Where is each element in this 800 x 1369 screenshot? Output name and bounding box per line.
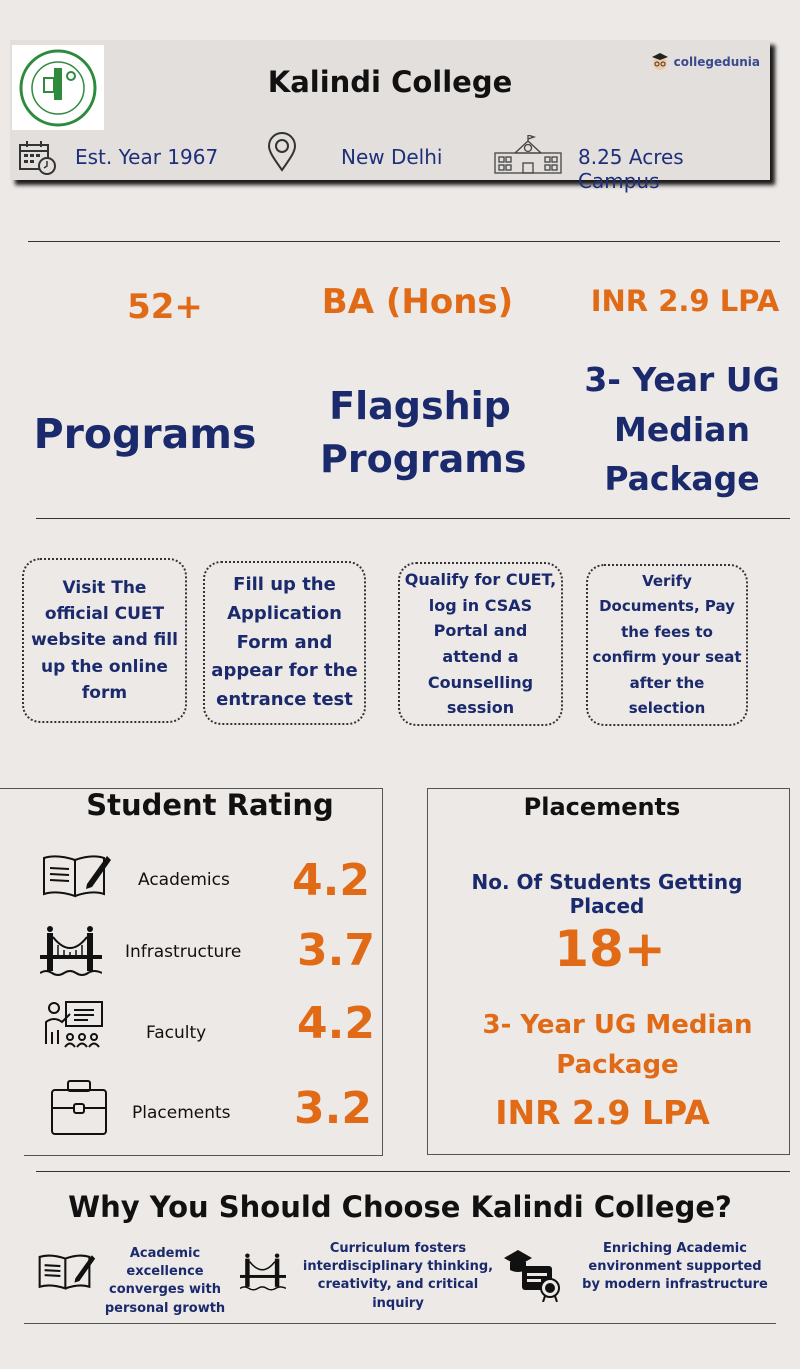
rating-value-faculty: 4.2	[297, 998, 375, 1049]
admission-step-1: Visit The official CUET website and fill up the online form	[22, 558, 187, 723]
divider	[28, 241, 780, 242]
admission-step-4: Verify Documents, Pay the fees to confirm your seat after the selection	[586, 564, 748, 726]
location: New Delhi	[341, 145, 443, 169]
established-year: Est. Year 1967	[75, 145, 219, 169]
rating-label-infrastructure: Infrastructure	[125, 942, 242, 962]
placement-package-value: INR 2.9 LPA	[495, 1093, 710, 1132]
rating-label-academics: Academics	[138, 870, 230, 890]
book-pencil-icon	[38, 1250, 96, 1292]
programs-label: Programs	[33, 410, 257, 458]
brand-logo[interactable]	[650, 52, 760, 72]
campus-size: 8.25 Acres Campus	[578, 145, 684, 193]
student-rating-title: Student Rating	[86, 788, 334, 822]
divider	[24, 1155, 383, 1156]
flagship-label: Flagship Programs	[320, 384, 527, 482]
students-placed-label: No. Of Students Getting Placed	[471, 870, 743, 918]
placements-title: Placements	[523, 793, 681, 821]
bridge-icon	[240, 1252, 286, 1292]
header-card	[10, 40, 770, 193]
flagship-program: BA (Hons)	[321, 282, 514, 322]
brand-name: collegedunia	[673, 55, 760, 69]
programs-count: 52+	[127, 287, 203, 327]
location-pin-icon	[266, 132, 298, 172]
admission-step-3: Qualify for CUET, log in CSAS Portal and attend a Counselling session	[398, 562, 563, 726]
why-point-3: Enriching Academic environment supported by modern infrastructure	[582, 1241, 768, 1293]
rating-value-placements: 3.2	[294, 1083, 372, 1134]
why-point-1: Academic excellence converges with personal growth	[104, 1246, 226, 1316]
bridge-icon	[40, 925, 102, 977]
campus-building-icon	[493, 135, 563, 175]
rating-value-infrastructure: 3.7	[297, 925, 375, 976]
median-package-value: INR 2.9 LPA	[590, 284, 780, 318]
admission-step-2: Fill up the Application Form and appear for the entrance test	[203, 561, 366, 725]
divider	[36, 518, 790, 519]
calendar-icon	[18, 140, 58, 176]
teacher-icon	[42, 1000, 104, 1050]
why-choose-title: Why You Should Choose Kalindi College?	[68, 1190, 732, 1224]
median-package-label: 3- Year UG Median Package	[584, 360, 780, 498]
rating-value-academics: 4.2	[292, 855, 370, 906]
rating-label-placements: Placements	[132, 1103, 231, 1123]
placement-package-label: 3- Year UG Median Package	[482, 1010, 753, 1081]
book-pencil-icon	[42, 852, 112, 898]
rating-label-faculty: Faculty	[146, 1023, 207, 1043]
why-point-2: Curriculum fosters interdisciplinary thinking, creativity, and critical inquiry	[302, 1241, 494, 1311]
divider	[24, 1323, 776, 1324]
divider	[36, 1171, 790, 1172]
students-placed-value: 18+	[554, 920, 666, 978]
mascot-icon	[650, 52, 670, 72]
briefcase-icon	[50, 1078, 110, 1136]
college-name: Kalindi College	[267, 65, 513, 99]
graduation-certificate-icon	[502, 1248, 564, 1302]
